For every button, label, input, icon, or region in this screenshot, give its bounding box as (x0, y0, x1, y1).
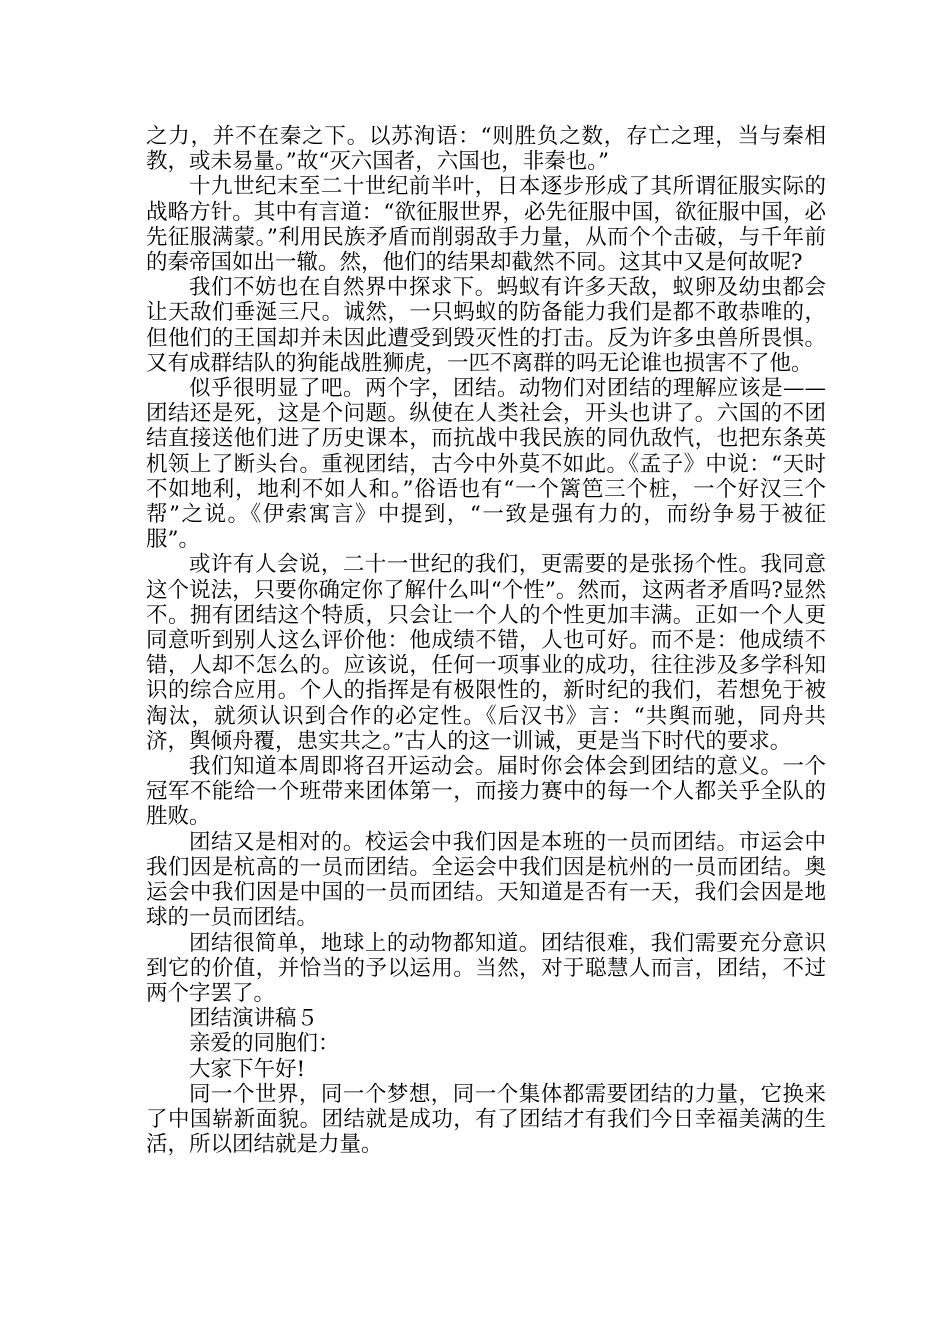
paragraph: 之力，并不在秦之下。以苏洵语：“则胜负之数，存亡之理，当与秦相教，或未易量。”故“灭六国者，六国也，非秦也。” (146, 124, 826, 175)
greeting: 大家下午好! (189, 1056, 306, 1082)
paragraph: 同一个世界，同一个梦想，同一个集体都需要团结的力量，它换来了中国崭新面貌。团结就是成功，有了团结才有我们今日幸福美满的生活，所以团结就是力量。 (146, 1081, 826, 1158)
section-heading: 团结演讲稿５ (189, 1006, 319, 1032)
paragraph: 团结很简单，地球上的动物都知道。团结很难，我们需要充分意识到它的价值，并恰当的予以运用。当然，对于聪慧人而言，团结，不过两个字罢了。 (146, 930, 826, 1006)
paragraph: 我们知道本周即将召开运动会。届时你会体会到团结的意义。一个冠军不能给一个班带来团体第一，而接力赛中的每一个人都关乎全队的胜败。 (146, 754, 826, 830)
paragraph: 团结又是相对的。校运会中我们因是本班的一员而团结。市运会中我们因是杭高的一员而团结。全运会中我们因是杭州的一员而团结。奥运会中我们因是中国的一员而团结。天知道是否有一天，我们会因是地球的一员而团结。 (146, 829, 826, 931)
paragraph: 或许有人会说，二十一世纪的我们，更需要的是张扬个性。我同意这个说法，只要你确定你了解什么叫“个性”。然而，这两者矛盾吗?显然不。拥有团结这个特质，只会让一个人的个性更加丰满。正如一个人更同意听到别人这么评价他：他成绩不错，人也可好。而不是：他成绩不错，人却不怎么的。应该说，任何一项事业的成功，往往涉及多学科知识的综合应用。个人的指挥是有极限性的，新时纪的我们，若想免于被淘汰，就须认识到合作的必定性。《后汉书》言：“共舆而驰，同舟共济，舆倾舟覆，患实共之。”古人的这一训诫，更是当下时代的要求。 (146, 552, 826, 754)
document-body (146, 124, 826, 1157)
paragraph: 似乎很明显了吧。两个字，团结。动物们对团结的理解应该是——团结还是死，这是个问题。纵使在人类社会，开头也讲了。六国的不团结直接送他们进了历史课本，而抗战中我民族的同仇敌忾，也把东条英机领上了断头台。重视团结，古今中外莫不如此。《孟子》中说：“天时不如地利，地利不如人和。”俗语也有“一个篱笆三个桩，一个好汉三个帮”之说。《伊索寓言》中提到，“一致是强有力的，而纷争易于被征服”。 (146, 376, 826, 553)
paragraph: 我们不妨也在自然界中探求下。蚂蚁有许多天敌，蚁卵及幼虫都会让天敌们垂涎三尺。诚然，一只蚂蚁的防备能力我们是都不敢恭唯的，但他们的王国却并未因此遭受到毁灭性的打击。反为许多虫兽所畏惧。又有成群结队的狗能战胜狮虎，一匹不离群的吗无论谁也损害不了他。 (146, 275, 826, 376)
salutation: 亲爱的同胞们： (189, 1031, 340, 1057)
paragraph: 十九世纪末至二十世纪前半叶，日本逐步形成了其所谓征服实际的战略方针。其中有言道：“欲征服世界，必先征服中国，欲征服中国，必先征服满蒙。”利用民族矛盾而削弱敌手力量，从而个个击破，与千年前的秦帝国如出一辙。然，他们的结果却截然不同。这其中又是何故呢? (146, 174, 826, 276)
